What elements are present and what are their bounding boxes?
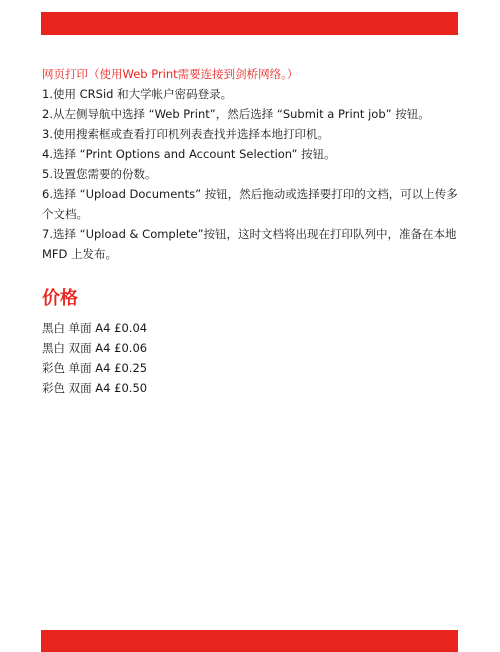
step-5: 5.设置您需要的份数。 — [42, 167, 157, 181]
price-heading: 价格 — [42, 288, 78, 309]
step-4: 4.选择 “Print Options and Account Selection” 按钮。 — [42, 147, 336, 161]
step-7: 7.选择 “Upload & Complete”按钮，这时文档将出现在打印队列中，准备在本地 MFD 上发布。 — [42, 227, 457, 261]
price-row: 黑白 双面 A4 £0.06 — [42, 341, 148, 355]
price-row: 黑白 单面 A4 £0.04 — [42, 321, 148, 335]
web-print-intro: 网页打印（使用Web Print需要连接到剑桥网络。） — [42, 67, 299, 81]
step-2: 2.从左侧导航中选择 “Web Print”，然后选择 “Submit a Print job” 按钮。 — [42, 107, 430, 121]
step-6: 6.选择 “Upload Documents” 按钮，然后拖动或选择要打印的文档，可以上传多个文档。 — [42, 187, 458, 221]
top-red-bar — [41, 12, 458, 35]
step-3: 3.使用搜索框或查看打印机列表查找并选择本地打印机。 — [42, 127, 329, 141]
steps-list — [42, 84, 462, 264]
price-list — [42, 318, 462, 398]
price-row: 彩色 双面 A4 £0.50 — [42, 381, 148, 395]
price-row: 彩色 单面 A4 £0.25 — [42, 361, 148, 375]
document-content — [42, 64, 462, 398]
step-1: 1.使用 CRSid 和大学帐户密码登录。 — [42, 87, 233, 101]
bottom-red-bar — [41, 630, 458, 652]
